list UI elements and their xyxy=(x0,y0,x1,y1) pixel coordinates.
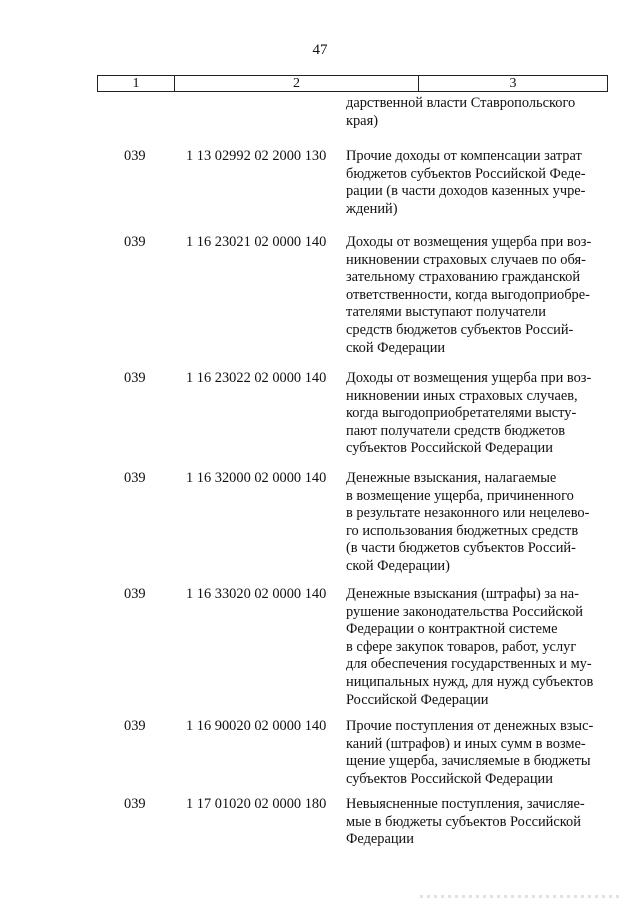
table-header xyxy=(97,75,608,92)
description-line: рушение законодательства Российской xyxy=(346,603,584,620)
kbk-code: 1 16 23022 02 0000 140 xyxy=(186,370,327,386)
row-description xyxy=(346,718,608,788)
description-line: никновении иных страховых случаев, xyxy=(346,387,578,404)
admin-code: 039 xyxy=(124,718,146,734)
description-line: Федерации о контрактной системе xyxy=(346,621,558,638)
description-line: зательному страхованию гражданской xyxy=(346,269,581,286)
admin-code: 039 xyxy=(124,586,146,602)
header-col-1: 1 xyxy=(98,76,175,91)
description-line: Прочие поступления от денежных взыс- xyxy=(346,718,594,734)
description-line: Российской Федерации xyxy=(346,691,489,708)
description-line: (в части бюджетов субъектов Россий- xyxy=(346,540,576,557)
description-line: рации (в части доходов казенных учре- xyxy=(346,183,586,200)
row-description xyxy=(346,586,608,709)
row-description xyxy=(346,370,608,458)
description-line: ской Федерации) xyxy=(346,557,450,574)
description-line: в результате незаконного или нецелево- xyxy=(346,505,590,522)
description-line: в возмещение ущерба, причиненного xyxy=(346,487,574,504)
kbk-code: 1 16 33020 02 0000 140 xyxy=(186,586,327,602)
kbk-code: 1 16 90020 02 0000 140 xyxy=(186,718,327,734)
description-line: Федерации xyxy=(346,831,414,848)
description-line: Доходы от возмещения ущерба при воз- xyxy=(346,370,592,386)
description-line: Денежные взыскания, налагаемые xyxy=(346,470,557,486)
description-line: ждений) xyxy=(346,200,398,217)
header-col-2: 2 xyxy=(175,76,419,91)
description-line: Невыясненные поступления, зачисляе- xyxy=(346,796,585,812)
description-line: для обеспечения государственных и му- xyxy=(346,656,592,673)
continuation-line: дарственной власти Ставропольского xyxy=(346,95,576,111)
admin-code: 039 xyxy=(124,470,146,486)
description-line: Доходы от возмещения ущерба при воз- xyxy=(346,234,592,250)
description-line: средств бюджетов субъектов Россий- xyxy=(346,321,574,338)
admin-code: 039 xyxy=(124,796,146,812)
admin-code: 039 xyxy=(124,370,146,386)
row-description xyxy=(346,148,608,218)
description-line: субъектов Российской Федерации xyxy=(346,440,553,457)
header-col-3: 3 xyxy=(509,75,517,91)
description-line: Прочие доходы от компенсации затрат xyxy=(346,148,582,164)
description-line: ской Федерации xyxy=(346,339,446,356)
description-line: в сфере закупок товаров, работ, услуг xyxy=(346,638,577,655)
description-line: каний (штрафов) и иных сумм в возме- xyxy=(346,735,586,752)
description-line: го использования бюджетных средств xyxy=(346,522,579,539)
admin-code: 039 xyxy=(124,148,146,164)
continuation-text xyxy=(346,95,611,130)
row-description xyxy=(346,796,608,849)
description-line: тателями выступают получатели xyxy=(346,304,546,321)
description-line: субъектов Российской Федерации xyxy=(346,770,553,787)
description-line: когда выгодоприобретателями высту- xyxy=(346,405,577,422)
kbk-code: 1 13 02992 02 2000 130 xyxy=(186,148,327,164)
description-line: пают получатели средств бюджетов xyxy=(346,422,566,439)
kbk-code: 1 16 32000 02 0000 140 xyxy=(186,470,327,486)
description-line: бюджетов субъектов Российской Феде- xyxy=(346,165,586,182)
description-line: Денежные взыскания (штрафы) за на- xyxy=(346,586,579,602)
description-line: ниципальных нужд, для нужд субъектов xyxy=(346,673,594,690)
kbk-code: 1 16 23021 02 0000 140 xyxy=(186,234,327,250)
scan-artifact xyxy=(420,895,620,898)
row-description xyxy=(346,470,608,576)
description-line: щение ущерба, зачисляемые в бюджеты xyxy=(346,753,591,770)
admin-code: 039 xyxy=(124,234,146,250)
description-line: никновении страховых случаев по обя- xyxy=(346,251,586,268)
continuation-line: края) xyxy=(346,112,378,129)
kbk-code: 1 17 01020 02 0000 180 xyxy=(186,796,327,812)
row-description xyxy=(346,234,608,357)
description-line: ответственности, когда выгодоприобре- xyxy=(346,286,590,303)
description-line: мые в бюджеты субъектов Российской xyxy=(346,813,581,830)
page-number: 47 xyxy=(312,42,328,58)
